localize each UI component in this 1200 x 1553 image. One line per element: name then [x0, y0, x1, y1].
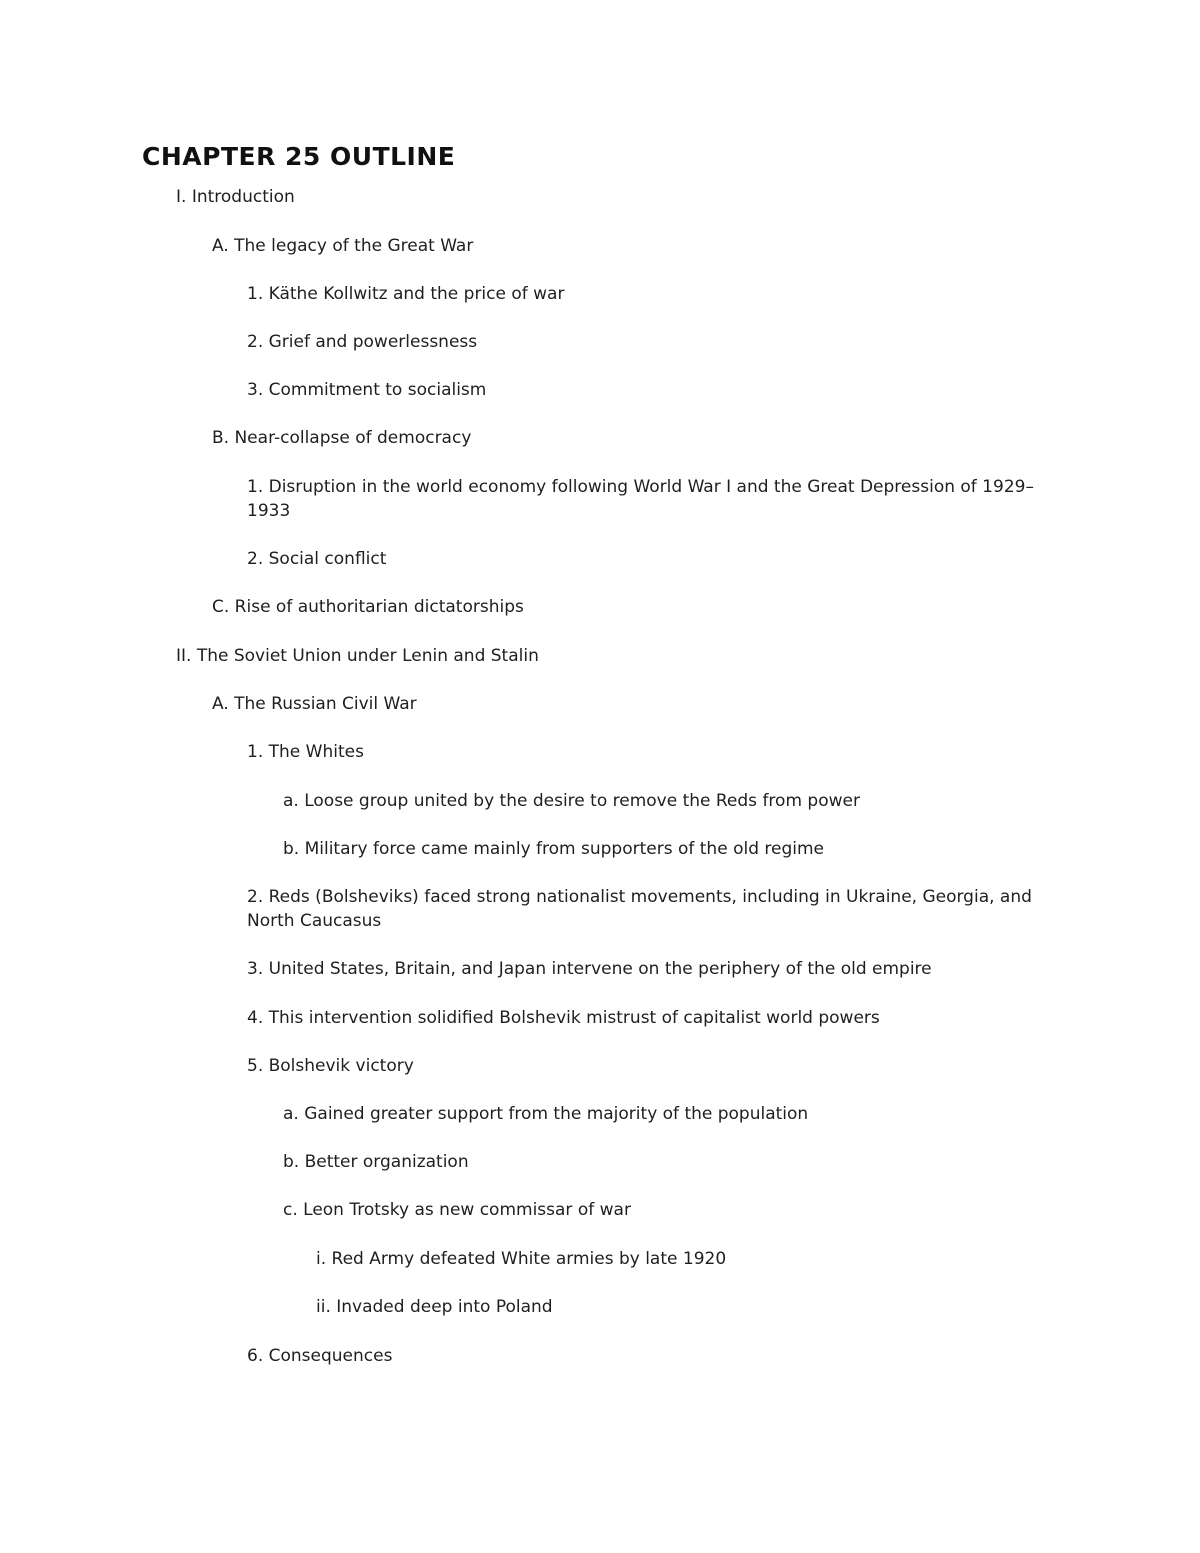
outline-item: C. Rise of authoritarian dictatorships — [212, 597, 524, 617]
outline-item: a. Gained greater support from the majority of the population — [283, 1104, 809, 1124]
outline-item: b. Better organization — [283, 1152, 469, 1172]
outline-item: 1. The Whites — [247, 742, 364, 762]
outline-item: i. Red Army defeated White armies by late 1920 — [316, 1249, 727, 1269]
outline-item: b. Military force came mainly from supporters of the old regime — [283, 839, 824, 859]
outline-item: 3. United States, Britain, and Japan intervene on the periphery of the old empire — [247, 959, 932, 979]
outline-item: II. The Soviet Union under Lenin and Stalin — [176, 646, 539, 666]
outline-item: 1. Käthe Kollwitz and the price of war — [247, 284, 565, 304]
outline-item: c. Leon Trotsky as new commissar of war — [283, 1200, 631, 1220]
outline-item: 2. Social conflict — [247, 549, 387, 569]
outline-item: ii. Invaded deep into Poland — [316, 1297, 553, 1317]
outline-item: 5. Bolshevik victory — [247, 1056, 414, 1076]
outline-item: B. Near-collapse of democracy — [212, 428, 472, 448]
outline-item: 6. Consequences — [247, 1346, 393, 1366]
outline-item: a. Loose group united by the desire to remove the Reds from power — [283, 791, 860, 811]
outline-item: 2. Grief and powerlessness — [247, 332, 478, 352]
outline-item: 2. Reds (Bolsheviks) faced strong nationalist movements, including in Ukraine, Georgia, and North Caucasus — [247, 887, 1032, 931]
outline-item: 4. This intervention solidified Bolshevik mistrust of capitalist world powers — [247, 1008, 880, 1028]
outline-item: A. The Russian Civil War — [212, 694, 417, 714]
outline-item: 3. Commitment to socialism — [247, 380, 487, 400]
page-title: CHAPTER 25 OUTLINE — [142, 142, 456, 171]
outline-item: A. The legacy of the Great War — [212, 236, 474, 256]
outline-item: I. Introduction — [176, 187, 295, 207]
outline-item: 1. Disruption in the world economy following World War I and the Great Depression of 1929–1933 — [247, 477, 1034, 521]
